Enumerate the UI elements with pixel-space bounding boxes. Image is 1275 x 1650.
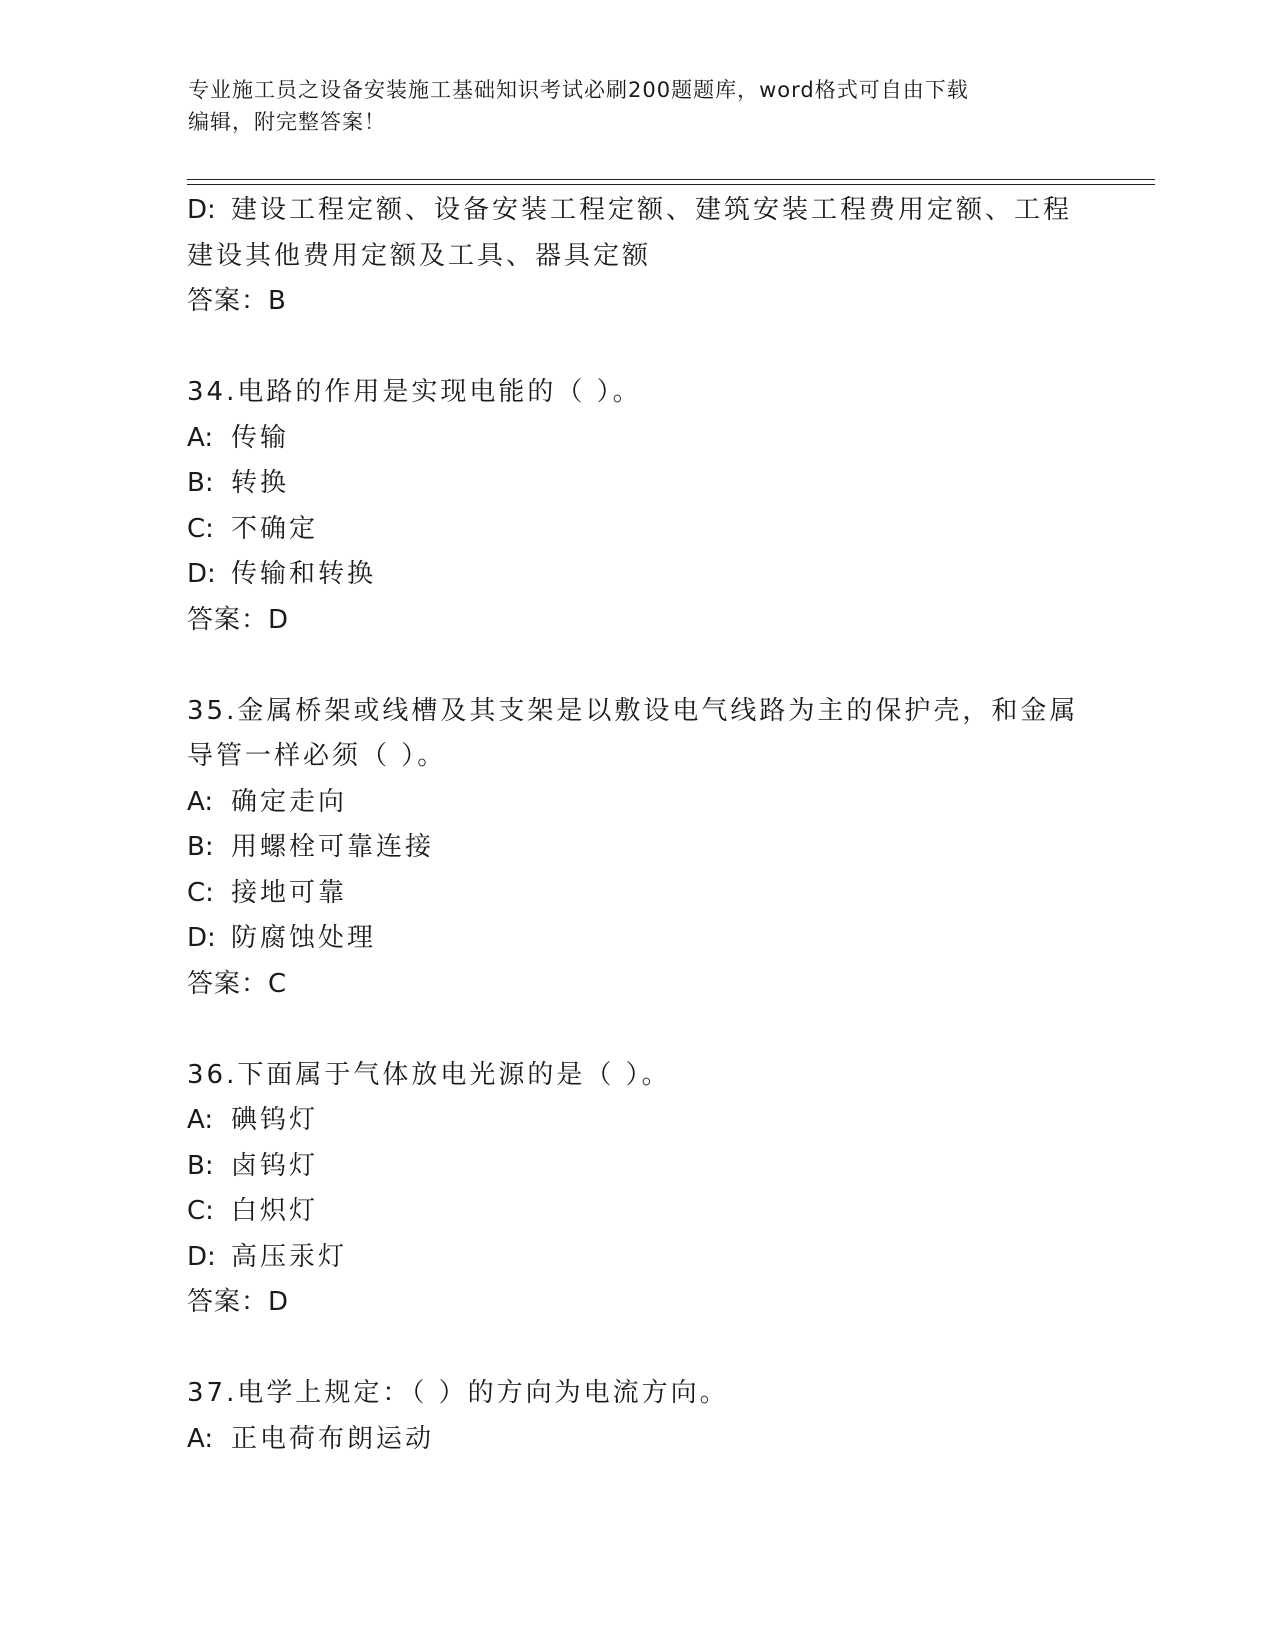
header-rule-bottom (187, 184, 1155, 185)
option-text: 碘钨灯 (231, 1105, 319, 1135)
answer-line: 答案：D (187, 1287, 290, 1317)
option-line (187, 1098, 1087, 1144)
header-rule-top (187, 179, 1155, 180)
option-key: B: (187, 832, 214, 862)
option-line (187, 552, 1087, 598)
question-stem-continued: 导管一样必须（ ）。 (187, 741, 447, 771)
answer-line: 答案：C (187, 968, 288, 999)
option-text: 正电荷布朗运动 (231, 1423, 435, 1454)
question-stem: 34.电路的作用是实现电能的（ ）。 (187, 377, 642, 407)
spacer (187, 1007, 1087, 1053)
option-text: 防腐蚀处理 (231, 923, 377, 953)
header-line-2: 编辑，附完整答案！ (188, 110, 386, 134)
option-text: 白炽灯 (231, 1196, 319, 1226)
option-key: B: (187, 468, 214, 498)
option-line (187, 825, 1087, 871)
option-text: 传输 (231, 422, 290, 453)
option-text: 转换 (231, 468, 290, 498)
option-key: C: (187, 1196, 214, 1226)
option-key: A: (187, 786, 214, 817)
option-text: 建设工程定额、设备安装工程定额、建筑安装工程费用定额、工程 (231, 195, 1073, 225)
option-key: D: (187, 923, 216, 953)
option-line (187, 188, 1087, 234)
option-line (187, 461, 1087, 507)
option-text: 不确定 (231, 513, 319, 544)
answer-line: 答案：D (187, 604, 290, 635)
option-key: C: (187, 513, 214, 544)
question-stem: 37.电学上规定：（ ）的方向为电流方向。 (187, 1378, 729, 1408)
spacer (187, 1326, 1087, 1372)
option-key: D: (187, 1241, 216, 1272)
option-text: 用螺栓可靠连接 (231, 832, 435, 862)
option-line (187, 871, 1087, 917)
option-key: D: (187, 195, 216, 225)
option-text: 接地可靠 (231, 877, 348, 908)
document-header (188, 74, 1088, 138)
option-line (187, 416, 1087, 462)
option-key: A: (187, 422, 214, 453)
option-line (187, 1235, 1087, 1281)
header-line-1: 专业施工员之设备安装施工基础知识考试必刷200题题库，word格式可自由下载 (188, 78, 969, 102)
spacer (187, 325, 1087, 371)
option-key: C: (187, 877, 214, 908)
question-stem: 36.下面属于气体放电光源的是（ ）。 (187, 1059, 671, 1090)
option-key: D: (187, 559, 216, 589)
option-line (187, 1144, 1087, 1190)
option-text: 确定走向 (231, 786, 348, 817)
option-line (187, 916, 1087, 962)
answer-line: 答案：B (187, 286, 287, 316)
question-content (187, 188, 1087, 1462)
option-text: 传输和转换 (231, 559, 377, 589)
option-key: A: (187, 1423, 214, 1454)
option-line-continued: 建设其他费用定额及工具、器具定额 (187, 240, 652, 271)
option-text: 卤钨灯 (231, 1150, 319, 1181)
option-line (187, 507, 1087, 553)
option-key: B: (187, 1150, 214, 1181)
question-stem: 35.金属桥架或线槽及其支架是以敷设电气线路为主的保护壳，和金属 (187, 695, 1079, 726)
spacer (187, 643, 1087, 689)
option-line (187, 1417, 1087, 1463)
option-text: 高压汞灯 (231, 1241, 348, 1272)
option-line (187, 1189, 1087, 1235)
option-line (187, 780, 1087, 826)
option-key: A: (187, 1105, 214, 1135)
